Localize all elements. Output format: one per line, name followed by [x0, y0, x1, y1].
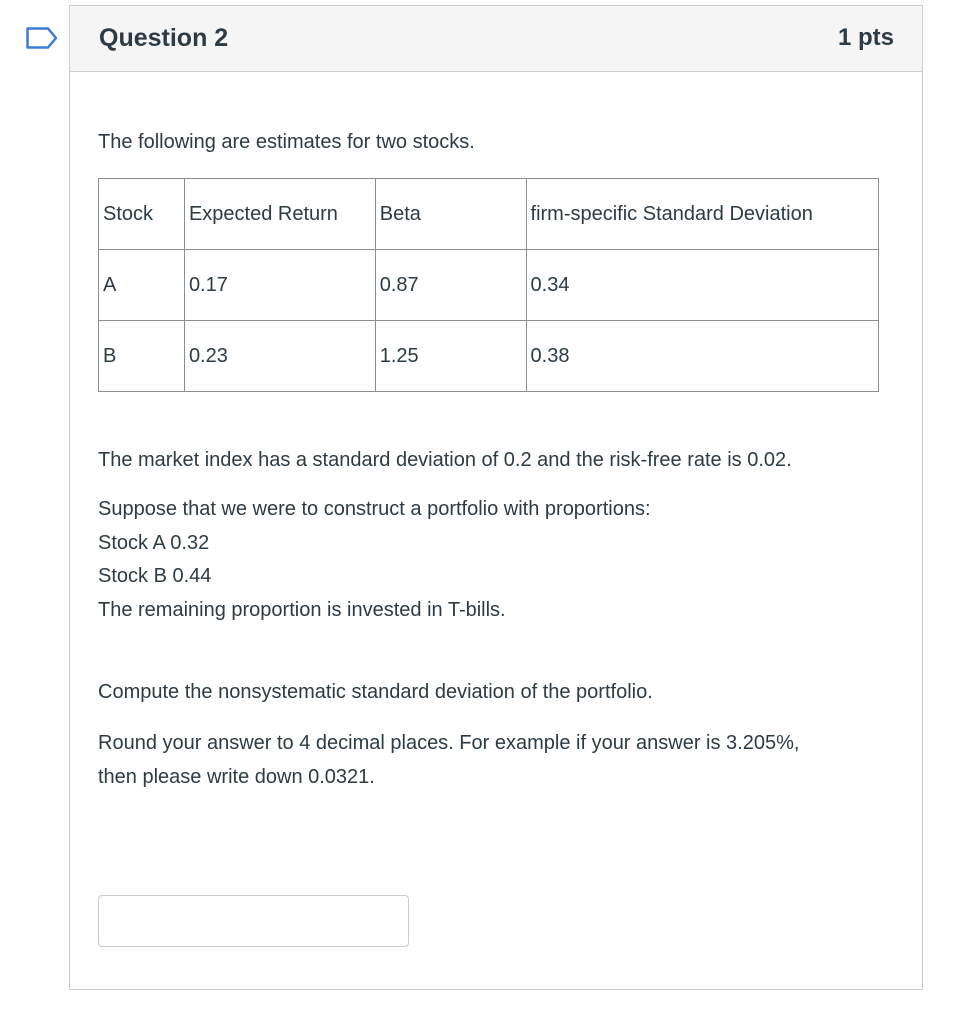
table-cell: 0.17 [184, 250, 375, 321]
stock-estimates-table [98, 178, 879, 392]
question-points: 1 pts [837, 24, 894, 51]
table-cell: 0.34 [526, 250, 878, 321]
remaining-proportion: The remaining proportion is invested in T-bills. [98, 599, 506, 621]
portfolio-intro: Suppose that we were to construct a portfolio with proportions: [98, 498, 651, 520]
market-text: The market index has a standard deviation of 0.2 and the risk-free rate is 0.02. [98, 449, 792, 471]
table-row [99, 250, 879, 321]
stock-a-proportion: Stock A 0.32 [98, 532, 210, 554]
question-header [70, 6, 922, 72]
header-cell: Stock [99, 179, 185, 250]
question-title: Question 2 [99, 24, 229, 52]
header-cell: firm-specific Standard Deviation [526, 179, 878, 250]
header-cell: Expected Return [184, 179, 375, 250]
answer-input[interactable] [98, 895, 409, 947]
table-row [99, 321, 879, 392]
table-cell: 0.87 [375, 250, 526, 321]
question-card [69, 5, 923, 990]
rounding-instruction-line2: then please write down 0.0321. [98, 766, 375, 788]
table-cell: B [99, 321, 185, 392]
flag-question-icon[interactable] [26, 27, 58, 49]
stock-b-proportion: Stock B 0.44 [98, 565, 212, 587]
table-header-row [99, 179, 879, 250]
compute-instruction: Compute the nonsystematic standard deviation of the portfolio. [98, 681, 653, 703]
intro-text: The following are estimates for two stocks. [98, 131, 475, 153]
header-cell: Beta [375, 179, 526, 250]
table-cell: 0.23 [184, 321, 375, 392]
table-cell: A [99, 250, 185, 321]
table-cell: 0.38 [526, 321, 878, 392]
table-cell: 1.25 [375, 321, 526, 392]
rounding-instruction-line1: Round your answer to 4 decimal places. For example if your answer is 3.205%, [98, 732, 800, 754]
